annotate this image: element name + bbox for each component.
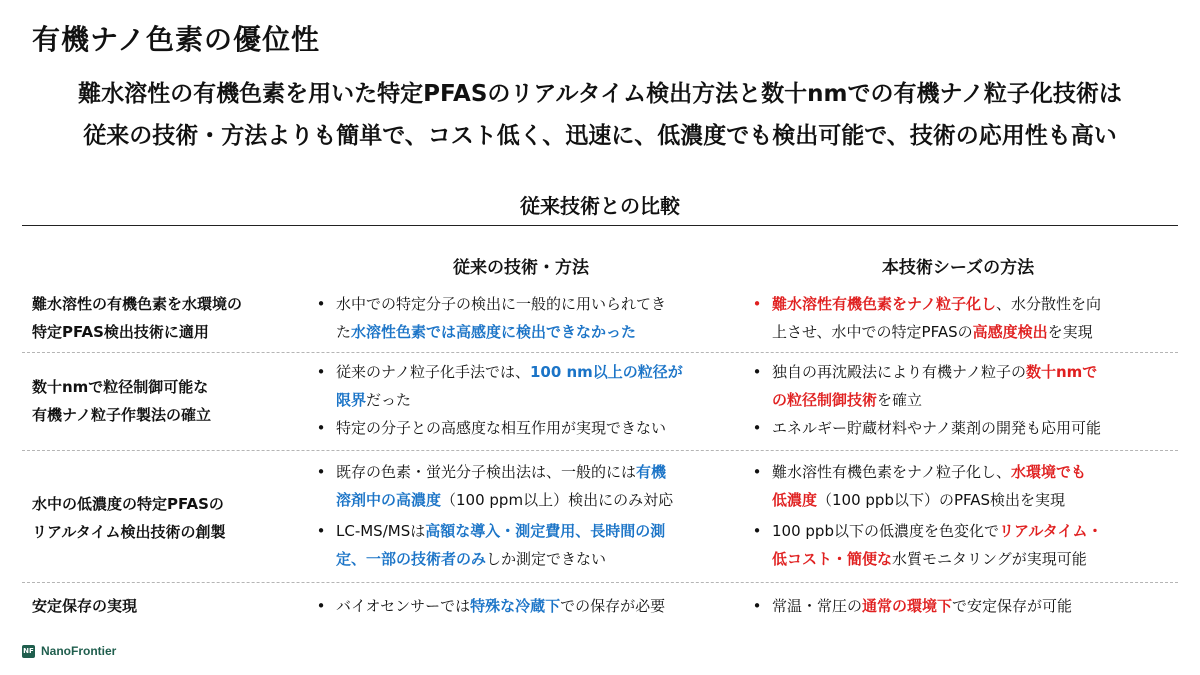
company-logo: [22, 644, 116, 658]
bullet-dot: •: [752, 522, 762, 540]
highlight-text: 水環境でも: [1010, 463, 1086, 481]
bullet-dot: •: [316, 363, 326, 381]
highlight-text: 有機: [636, 463, 667, 481]
bullet-item: • 独自の再沈殿法により有機ナノ粒子の数十nmで の粒径制御技術を確立: [748, 358, 1176, 414]
logo-name: NanoFrontier: [41, 644, 117, 658]
highlight-text: 限界: [336, 391, 367, 409]
highlight-text: 難水溶性有機色素をナノ粒子化し: [772, 295, 996, 313]
seeds-cell: [748, 458, 1176, 573]
bullet-dot: •: [752, 597, 762, 615]
table-top-rule: [22, 225, 1178, 226]
bullet-item: • 常温・常圧の通常の環境下で安定保存が可能: [748, 592, 1176, 620]
bullet-item: • 水中での特定分子の検出に一般的に用いられてき た水溶性色素では高感度に検出できなかった: [312, 290, 742, 346]
highlight-text: 高感度検出: [972, 323, 1048, 341]
comparison-row-3: [22, 454, 1178, 583]
bullet-dot: •: [316, 419, 326, 437]
section-heading: 従来技術との比較: [520, 194, 680, 218]
highlight-text: 低濃度: [772, 491, 818, 509]
conventional-cell: [312, 358, 742, 442]
bullet-dot: •: [752, 295, 762, 313]
bullet-item: • 難水溶性有機色素をナノ粒子化し、水分散性を向 上させ、水中での特定PFASの高感度検出を実現: [748, 290, 1176, 346]
bullet-dot: •: [752, 363, 762, 381]
conventional-cell: [312, 592, 742, 620]
highlight-text: リアルタイム・: [998, 522, 1103, 540]
highlight-text: 100 nm以上の粒径が: [529, 363, 683, 381]
bullet-item: • 難水溶性有機色素をナノ粒子化し、水環境でも 低濃度（100 ppb以下）のPFAS検出を実現: [748, 458, 1176, 514]
highlight-text: 溶剤中の高濃度: [336, 491, 442, 509]
comparison-row-1: [22, 288, 1178, 353]
highlight-text: の粒径制御技術: [772, 391, 878, 409]
bullet-dot: •: [752, 419, 762, 437]
row-label: 水中の低濃度の特定PFASの リアルタイム検出技術の創製: [32, 495, 226, 541]
highlight-text: 定、一部の技術者のみ: [336, 550, 487, 568]
comparison-row-4: [22, 586, 1178, 626]
logo-mark-icon: NF: [22, 645, 35, 658]
column-header-seeds: 本技術シーズの方法: [881, 258, 1035, 278]
highlight-text: 通常の環境下: [862, 597, 953, 615]
row-label: 安定保存の実現: [32, 597, 138, 615]
page-title: 有機ナノ色素の優位性: [32, 23, 321, 56]
seeds-cell: [748, 358, 1176, 442]
bullet-item: • バイオセンサーでは特殊な冷蔵下での保存が必要: [312, 592, 742, 620]
highlight-text: 水溶性色素では高感度に検出できなかった: [351, 323, 637, 341]
bullet-dot: •: [752, 463, 762, 481]
conventional-cell: [312, 290, 742, 346]
seeds-cell: [748, 592, 1176, 620]
bullet-item: • 従来のナノ粒子化手法では、100 nm以上の粒径が 限界だった: [312, 358, 742, 414]
row-label: 数十nmで粒径制御可能な 有機ナノ粒子作製法の確立: [32, 378, 211, 424]
bullet-dot: •: [316, 463, 326, 481]
bullet-item: • エネルギー貯蔵材料やナノ薬剤の開発も応用可能: [748, 414, 1176, 442]
highlight-text: 高額な導入・測定費用、長時間の測: [425, 522, 666, 540]
bullet-item: • LC-MS/MSは高額な導入・測定費用、長時間の測 定、一部の技術者のみしか測定できない: [312, 517, 742, 573]
bullet-item: • 特定の分子との高感度な相互作用が実現できない: [312, 414, 742, 442]
bullet-dot: •: [316, 597, 326, 615]
column-header-conventional: 従来の技術・方法: [453, 258, 589, 278]
bullet-dot: •: [316, 522, 326, 540]
comparison-row-2: [22, 356, 1178, 451]
conventional-cell: [312, 458, 742, 573]
subtitle-line-2: 従来の技術・方法よりも簡単で、コスト低く、迅速に、低濃度でも検出可能で、技術の応用性も高い: [83, 123, 1117, 149]
highlight-text: 特殊な冷蔵下: [470, 597, 561, 615]
highlight-text: 低コスト・簡便な: [772, 550, 893, 568]
row-label: 難水溶性の有機色素を水環境の 特定PFAS検出技術に適用: [32, 295, 243, 341]
seeds-cell: [748, 290, 1176, 346]
bullet-item: • 既存の色素・蛍光分子検出法は、一般的には有機 溶剤中の高濃度（100 ppm以上）検出にのみ対応: [312, 458, 742, 514]
bullet-item: • 100 ppb以下の低濃度を色変化でリアルタイム・ 低コスト・簡便な水質モニタリングが実現可能: [748, 517, 1176, 573]
highlight-text: 数十nmで: [1025, 363, 1098, 381]
subtitle-line-1: 難水溶性の有機色素を用いた特定PFASのリアルタイム検出方法と数十nmでの有機ナノ粒子化技術は: [78, 81, 1122, 107]
bullet-dot: •: [316, 295, 326, 313]
